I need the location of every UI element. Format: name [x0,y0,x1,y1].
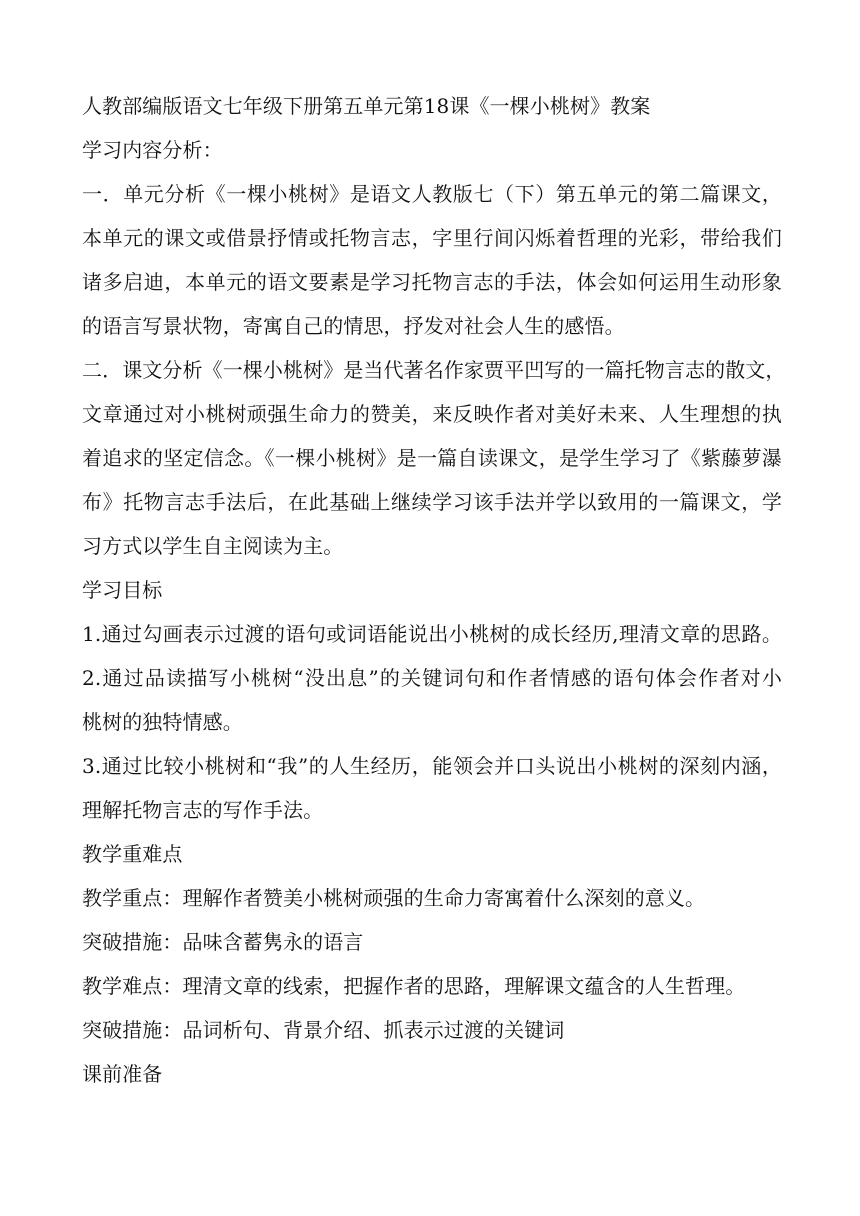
unit-analysis-line: 诸多启迪，本单元的语文要素是学习托物言志的手法，体会如何运用生动形象 [82,270,782,294]
teaching-difficult-point: 教学难点：理清文章的线索，把握作者的思路，理解课文蕴含的人生哲理。 [82,974,746,998]
text-analysis-line: 布》托物言志手法后，在此基础上继续学习该手法并学以致用的一篇课文，学 [82,490,782,514]
text-analysis-line: 二．课文分析《一棵小桃树》是当代著名作家贾平凹写的一篇托物言志的散文， [82,358,786,382]
document-title: 人教部编版语文七年级下册第五单元第18课《一棵小桃树》教案 [82,94,651,118]
text-analysis-line: 习方式以学生自主阅读为主。 [82,534,344,558]
teaching-focus-heading: 教学重难点 [82,842,183,866]
lesson-plan-text [82,89,786,1101]
teaching-key-point: 教学重点：理解作者赞美小桃树顽强的生命力寄寓着什么深刻的意义。 [82,886,706,910]
key-point-measure: 突破措施：品味含蓄隽永的语言 [82,930,364,954]
learning-goal-line: 3.通过比较小桃树和“我”的人生经历，能领会并口头说出小桃树的深刻内涵， [82,754,782,778]
preparation-heading: 课前准备 [82,1062,163,1086]
text-analysis-line: 文章通过对小桃树顽强生命力的赞美，来反映作者对美好未来、人生理想的执 [82,402,782,426]
text-analysis-line: 着追求的坚定信念。《一棵小桃树》是一篇自读课文，是学生学习了《紫藤萝瀑 [82,446,782,470]
learning-goal-line: 1.通过勾画表示过渡的语句或词语能说出小桃树的成长经历,理清文章的思路。 [82,622,782,646]
learning-goal-line: 理解托物言志的写作手法。 [82,798,324,822]
learning-goal-line: 2.通过品读描写小桃树“没出息”的关键词句和作者情感的语句体会作者对小 [82,666,782,690]
unit-analysis-line: 一．单元分析《一棵小桃树》是语文人教版七（下）第五单元的第二篇课文， [82,182,782,206]
learning-goal-line: 桃树的独特情感。 [82,710,243,734]
learning-analysis-heading: 学习内容分析： [82,138,223,162]
difficult-point-measure: 突破措施：品词析句、背景介绍、抓表示过渡的关键词 [82,1018,565,1042]
learning-goals-heading: 学习目标 [82,578,163,602]
unit-analysis-line: 本单元的课文或借景抒情或托物言志，字里行间闪烁着哲理的光彩，带给我们 [82,226,782,250]
unit-analysis-line: 的语言写景状物，寄寓自己的情思，抒发对社会人生的感悟。 [82,314,625,338]
